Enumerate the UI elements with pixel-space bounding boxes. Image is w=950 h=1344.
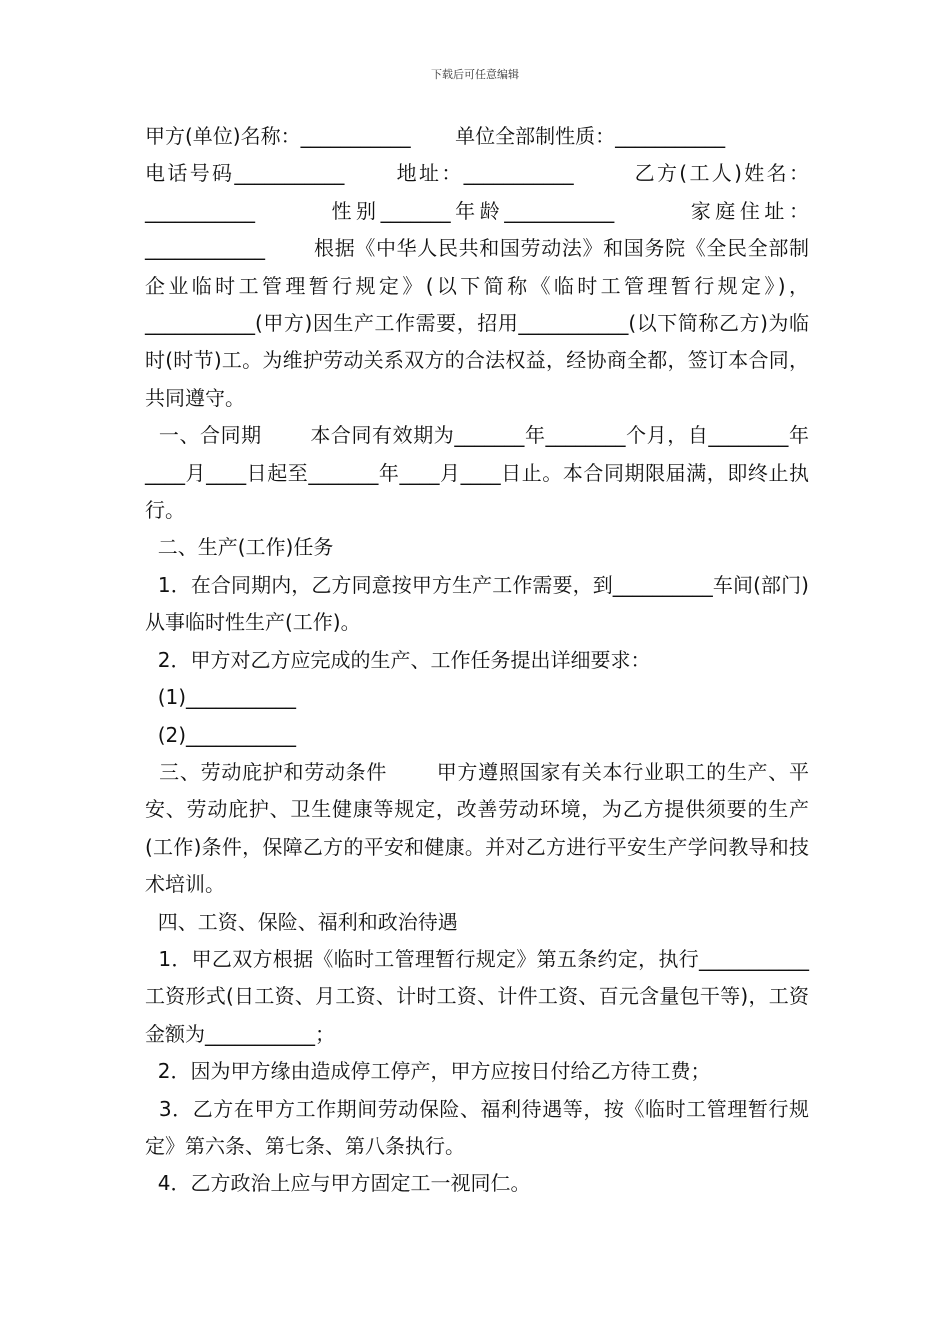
contract-body — [145, 118, 809, 1203]
section-heading-wages: 四、工资、保险、福利和政治待遇 — [145, 909, 458, 934]
section-labor-protection: 三、劳动庇护和劳动条件 甲方遵照国家有关本行业职工的生产、平安、劳动庇护、卫生健康等规定，改善劳动环境，为乙方提供须要的生产(工作)条件，保障乙方的平安和健康。并对乙方进行平安生产学问教导和技术培训。 — [145, 759, 809, 897]
tasks-sub-1: (1)___________ — [145, 685, 297, 710]
party-a-line: 甲方(单位)名称：___________ 单位全部制性质：___________ — [145, 124, 726, 148]
tasks-item-1: 1．在合同期内，乙方同意按甲方生产工作需要，到__________车间(部门)从事临时性生产(工作)。 — [145, 572, 809, 635]
wages-item-3: 3．乙方在甲方工作期间劳动保险、福利待遇等，按《临时工管理暂行规定》第六条、第七条、第八条执行。 — [145, 1096, 809, 1158]
wages-item-1: 1．甲乙双方根据《临时工管理暂行规定》第五条约定，执行___________工资形式(日工资、月工资、计时工资、计件工资、百元含量包干等)，工资金额为___________； — [145, 946, 809, 1046]
intro-paragraph: 电话号码___________ 地址：___________ 乙方(工人)姓名：___________ 性别_______年龄___________ 家庭住址：____________ 根据《中华人民共和国劳动法》和国务院《全民全部制企业临时工管理暂行规定》(以下简称《临时工管理暂行规定》)，___________(甲方)因生产工作需要，招用___________(以下简称乙方)为临时(时节)工。为维护劳动关系双方的合法权益，经协商全都，签订本合同，共同遵守。 — [145, 161, 809, 410]
section-contract-period: 一、合同期 本合同有效期为_______年________个月，自________年____月____日起至_______年____月____日止。本合同期限届满，即终止执行。 — [145, 423, 809, 523]
section-heading-tasks: 二、生产(工作)任务 — [145, 535, 334, 560]
tasks-sub-2: (2)___________ — [145, 722, 297, 747]
tasks-item-2: 2．甲方对乙方应完成的生产、工作任务提出详细要求： — [145, 647, 651, 672]
wages-item-4: 4．乙方政治上应与甲方固定工一视同仁。 — [145, 1171, 531, 1196]
page-header: 下载后可任意编辑 — [431, 68, 519, 81]
wages-item-2: 2．因为甲方缘由造成停工停产，甲方应按日付给乙方待工费； — [145, 1059, 711, 1084]
